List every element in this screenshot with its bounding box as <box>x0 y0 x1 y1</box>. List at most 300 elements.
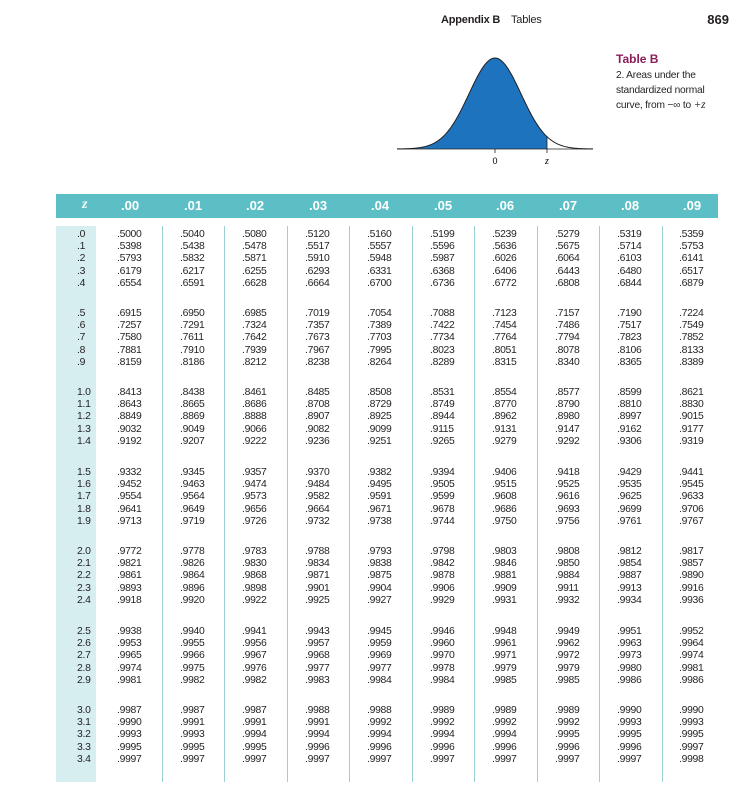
area-value: .9966 <box>180 650 205 662</box>
area-value: .9664 <box>305 503 330 515</box>
area-value: .9394 <box>430 467 455 478</box>
area-value: .7190 <box>617 308 642 319</box>
area-value: .9864 <box>180 570 205 582</box>
table-row <box>56 626 718 638</box>
area-value: .8577 <box>555 387 580 398</box>
area-value: .5793 <box>117 253 142 265</box>
area-value: .9641 <box>117 503 142 515</box>
area-value: .9049 <box>180 423 205 435</box>
table-row <box>56 479 718 491</box>
table-row <box>56 705 718 717</box>
area-value: .8340 <box>555 356 580 368</box>
area-value: .9929 <box>430 594 455 606</box>
area-value: .9429 <box>617 467 642 478</box>
column-header: .06 <box>496 198 515 213</box>
area-value: .6217 <box>180 265 205 277</box>
area-value: .9830 <box>242 558 267 570</box>
table-row <box>56 583 718 595</box>
z-value: 1.1 <box>77 399 91 411</box>
area-value: .6103 <box>617 253 642 265</box>
column-divider <box>662 226 663 782</box>
area-value: .8962 <box>492 411 517 423</box>
area-value: .9131 <box>492 423 517 435</box>
z-value: .6 <box>77 320 86 332</box>
z-value: 2.2 <box>77 570 91 582</box>
area-value: .8708 <box>305 399 330 411</box>
column-header: .08 <box>621 198 640 213</box>
area-value: .5948 <box>367 253 392 265</box>
area-value: .9382 <box>367 467 392 478</box>
area-value: .5000 <box>117 229 142 240</box>
area-value: .8686 <box>242 399 267 411</box>
area-value: .5040 <box>180 229 205 240</box>
area-value: .9452 <box>117 479 142 491</box>
area-value: .9893 <box>117 582 142 594</box>
area-value: .6844 <box>617 277 642 289</box>
area-value: .9922 <box>242 594 267 606</box>
z-value: 1.3 <box>77 423 91 435</box>
area-value: .6064 <box>555 253 580 265</box>
area-value: .9767 <box>679 515 704 527</box>
area-value: .6915 <box>117 308 142 319</box>
row-group <box>56 387 718 448</box>
area-value: .9834 <box>305 558 330 570</box>
area-value: .9960 <box>430 638 455 650</box>
area-value: .7422 <box>430 320 455 332</box>
z-value: .7 <box>77 332 86 344</box>
area-value: .9916 <box>679 582 704 594</box>
table-row <box>56 278 718 290</box>
area-value: .7224 <box>679 308 704 319</box>
area-value: .8051 <box>492 344 517 356</box>
area-value: .9881 <box>492 570 517 582</box>
area-value: .9940 <box>180 626 205 637</box>
area-value: .8413 <box>117 387 142 398</box>
area-value: .8869 <box>180 411 205 423</box>
area-value: .9525 <box>555 479 580 491</box>
area-value: .9826 <box>180 558 205 570</box>
area-value: .8023 <box>430 344 455 356</box>
z-value: 2.4 <box>77 594 91 606</box>
area-value: .9418 <box>555 467 580 478</box>
z-value: .2 <box>77 253 86 265</box>
area-value: .9854 <box>617 558 642 570</box>
area-value: .9964 <box>679 638 704 650</box>
z-value: .0 <box>77 229 86 240</box>
table-row <box>56 266 718 278</box>
area-value: .7939 <box>242 344 267 356</box>
area-value: .9965 <box>117 650 142 662</box>
area-value: .7324 <box>242 320 267 332</box>
area-value: .9987 <box>117 705 142 716</box>
area-value: .6879 <box>679 277 704 289</box>
area-value: .6480 <box>617 265 642 277</box>
area-value: .9207 <box>180 435 205 447</box>
table-row <box>56 675 718 687</box>
area-value: .9997 <box>367 753 392 765</box>
area-value: .9979 <box>492 662 517 674</box>
z-value: 1.0 <box>77 387 91 398</box>
area-value: .9982 <box>242 674 267 686</box>
area-value: .7642 <box>242 332 267 344</box>
area-value: .6554 <box>117 277 142 289</box>
area-value: .9306 <box>617 435 642 447</box>
area-value: .8186 <box>180 356 205 368</box>
area-value: .7088 <box>430 308 455 319</box>
area-value: .9162 <box>617 423 642 435</box>
area-value: .9535 <box>617 479 642 491</box>
area-value: .9991 <box>180 717 205 729</box>
area-value: .9932 <box>555 594 580 606</box>
area-value: .8599 <box>617 387 642 398</box>
table-row <box>56 424 718 436</box>
column-header: .02 <box>246 198 265 213</box>
area-value: .9969 <box>367 650 392 662</box>
area-value: .9192 <box>117 435 142 447</box>
area-value: .9756 <box>555 515 580 527</box>
area-value: .9649 <box>180 503 205 515</box>
table-row <box>56 320 718 332</box>
area-value: .9798 <box>430 546 455 557</box>
area-value: .7257 <box>117 320 142 332</box>
area-value: .6406 <box>492 265 517 277</box>
caption-line-3 <box>616 98 736 113</box>
area-value: .9993 <box>617 717 642 729</box>
area-value: .9066 <box>242 423 267 435</box>
table-row <box>56 595 718 607</box>
area-value: .6700 <box>367 277 392 289</box>
area-value: .9997 <box>242 753 267 765</box>
table-row <box>56 491 718 503</box>
area-value: .5438 <box>180 241 205 253</box>
area-value: .6026 <box>492 253 517 265</box>
area-value: .8106 <box>617 344 642 356</box>
area-value: .8621 <box>679 387 704 398</box>
table-row <box>56 663 718 675</box>
column-header: .07 <box>559 198 578 213</box>
area-value: .9963 <box>617 638 642 650</box>
page-number: 869 <box>707 12 729 27</box>
area-value: .9981 <box>117 674 142 686</box>
area-value: .8485 <box>305 387 330 398</box>
area-value: .9904 <box>367 582 392 594</box>
table-row <box>56 546 718 558</box>
z-value: 1.5 <box>77 467 91 478</box>
table-row <box>56 516 718 528</box>
area-value: .9974 <box>679 650 704 662</box>
area-value: .9890 <box>679 570 704 582</box>
area-value: .9918 <box>117 594 142 606</box>
area-value: .7794 <box>555 332 580 344</box>
area-value: .5910 <box>305 253 330 265</box>
area-value: .5080 <box>242 229 267 240</box>
table-row <box>56 436 718 448</box>
area-value: .5675 <box>555 241 580 253</box>
area-value: .9962 <box>555 638 580 650</box>
area-value: .6950 <box>180 308 205 319</box>
area-value: .7123 <box>492 308 517 319</box>
z-value: 2.8 <box>77 662 91 674</box>
area-value: .9982 <box>180 674 205 686</box>
area-value: .9994 <box>430 729 455 741</box>
area-value: .9920 <box>180 594 205 606</box>
area-value: .7764 <box>492 332 517 344</box>
area-value: .9857 <box>679 558 704 570</box>
area-value: .9817 <box>679 546 704 557</box>
area-value: .9332 <box>117 467 142 478</box>
area-value: .9984 <box>430 674 455 686</box>
area-value: .9812 <box>617 546 642 557</box>
area-value: .5279 <box>555 229 580 240</box>
table-row <box>56 504 718 516</box>
area-value: .8830 <box>679 399 704 411</box>
column-divider <box>537 226 538 782</box>
area-value: .8264 <box>367 356 392 368</box>
area-value: .9994 <box>305 729 330 741</box>
area-value: .9997 <box>679 741 704 753</box>
z-value: 2.6 <box>77 638 91 650</box>
area-value: .8531 <box>430 387 455 398</box>
table-row <box>56 467 718 479</box>
area-value: .9236 <box>305 435 330 447</box>
area-value: .6591 <box>180 277 205 289</box>
area-value: .9979 <box>555 662 580 674</box>
area-value: .6985 <box>242 308 267 319</box>
table-row <box>56 229 718 241</box>
running-head <box>441 14 542 26</box>
area-value: .7517 <box>617 320 642 332</box>
area-value: .7454 <box>492 320 517 332</box>
caption-line-1: 2. Areas under the <box>616 70 696 81</box>
column-divider <box>162 226 163 782</box>
row-group <box>56 705 718 766</box>
area-value: .8365 <box>617 356 642 368</box>
area-value: .9279 <box>492 435 517 447</box>
area-value: .8729 <box>367 399 392 411</box>
area-value: .9778 <box>180 546 205 557</box>
area-value: .9599 <box>430 491 455 503</box>
area-value: .9948 <box>492 626 517 637</box>
z-value: .1 <box>77 241 86 253</box>
area-value: .9463 <box>180 479 205 491</box>
area-value: .9994 <box>492 729 517 741</box>
area-value: .7703 <box>367 332 392 344</box>
column-header: .03 <box>309 198 328 213</box>
area-value: .9868 <box>242 570 267 582</box>
z-value: 3.4 <box>77 753 91 765</box>
area-value: .9995 <box>617 729 642 741</box>
area-value: .9995 <box>555 729 580 741</box>
area-value: .9931 <box>492 594 517 606</box>
area-value: .9099 <box>367 423 392 435</box>
column-header: .05 <box>434 198 453 213</box>
area-value: .8665 <box>180 399 205 411</box>
z-value: 2.5 <box>77 626 91 637</box>
z-value: 3.1 <box>77 717 91 729</box>
area-value: .9545 <box>679 479 704 491</box>
area-value: .9945 <box>367 626 392 637</box>
area-value: .9821 <box>117 558 142 570</box>
area-value: .7291 <box>180 320 205 332</box>
area-value: .9989 <box>492 705 517 716</box>
column-divider <box>412 226 413 782</box>
area-value: .9961 <box>492 638 517 650</box>
area-value: .9783 <box>242 546 267 557</box>
area-value: .5596 <box>430 241 455 253</box>
area-value: .7486 <box>555 320 580 332</box>
area-value: .9726 <box>242 515 267 527</box>
z-value: .8 <box>77 344 86 356</box>
area-value: .9896 <box>180 582 205 594</box>
caption-from: −∞ <box>667 100 681 111</box>
area-value: .9992 <box>430 717 455 729</box>
area-value: .9996 <box>305 741 330 753</box>
area-value: .9693 <box>555 503 580 515</box>
area-value: .9987 <box>242 705 267 716</box>
area-value: .9988 <box>367 705 392 716</box>
z-value: 1.2 <box>77 411 91 423</box>
table-row <box>56 253 718 265</box>
area-value: .7054 <box>367 308 392 319</box>
area-value: .9951 <box>617 626 642 637</box>
z-value: 2.1 <box>77 558 91 570</box>
area-value: .9292 <box>555 435 580 447</box>
area-value: .6628 <box>242 277 267 289</box>
row-group <box>56 467 718 528</box>
area-value: .9996 <box>555 741 580 753</box>
z-value: 3.2 <box>77 729 91 741</box>
area-value: .9319 <box>679 435 704 447</box>
area-value: .9554 <box>117 491 142 503</box>
area-value: .7910 <box>180 344 205 356</box>
area-value: .9946 <box>430 626 455 637</box>
area-value: .5636 <box>492 241 517 253</box>
area-value: .9997 <box>117 753 142 765</box>
table-row <box>56 308 718 320</box>
area-value: .8925 <box>367 411 392 423</box>
table-row <box>56 650 718 662</box>
area-value: .8944 <box>430 411 455 423</box>
table-row <box>56 241 718 253</box>
area-value: .9345 <box>180 467 205 478</box>
area-value: .8888 <box>242 411 267 423</box>
area-value: .9803 <box>492 546 517 557</box>
column-divider <box>349 226 350 782</box>
area-value: .9147 <box>555 423 580 435</box>
area-value: .6141 <box>679 253 704 265</box>
caption-line-2: standardized normal <box>616 85 705 96</box>
area-value: .5987 <box>430 253 455 265</box>
area-value: .9997 <box>617 753 642 765</box>
area-value: .9616 <box>555 491 580 503</box>
running-head-section: Appendix B <box>441 14 501 26</box>
table-row <box>56 399 718 411</box>
area-value: .6443 <box>555 265 580 277</box>
area-value: .5319 <box>617 229 642 240</box>
area-value: .9973 <box>617 650 642 662</box>
area-value: .9976 <box>242 662 267 674</box>
area-value: .9671 <box>367 503 392 515</box>
area-value: .6331 <box>367 265 392 277</box>
column-header-z: z <box>82 197 88 212</box>
area-value: .9678 <box>430 503 455 515</box>
area-value: .9992 <box>492 717 517 729</box>
area-value: .9484 <box>305 479 330 491</box>
area-value: .9732 <box>305 515 330 527</box>
z-value: 1.8 <box>77 503 91 515</box>
area-value: .9955 <box>180 638 205 650</box>
area-value: .9505 <box>430 479 455 491</box>
area-value: .9474 <box>242 479 267 491</box>
area-value: .9901 <box>305 582 330 594</box>
area-value: .9967 <box>242 650 267 662</box>
curve-label-zero: 0 <box>492 156 498 166</box>
area-value: .9983 <box>305 674 330 686</box>
shaded-area <box>397 58 547 149</box>
area-value: .9370 <box>305 467 330 478</box>
area-value: .9995 <box>180 741 205 753</box>
area-value: .7389 <box>367 320 392 332</box>
area-value: .7580 <box>117 332 142 344</box>
area-value: .9957 <box>305 638 330 650</box>
area-value: .9713 <box>117 515 142 527</box>
area-value: .6179 <box>117 265 142 277</box>
area-value: .8212 <box>242 356 267 368</box>
area-value: .9788 <box>305 546 330 557</box>
area-value: .9564 <box>180 491 205 503</box>
area-value: .5359 <box>679 229 704 240</box>
column-header: .04 <box>371 198 390 213</box>
z-value: 1.4 <box>77 435 91 447</box>
table-row <box>56 332 718 344</box>
area-value: .6736 <box>430 277 455 289</box>
area-value: .9591 <box>367 491 392 503</box>
z-value: 1.9 <box>77 515 91 527</box>
z-value: 2.0 <box>77 546 91 557</box>
area-value: .7549 <box>679 320 704 332</box>
area-value: .7157 <box>555 308 580 319</box>
caption-to: +z <box>693 99 706 111</box>
area-value: .9608 <box>492 491 517 503</box>
area-value: .8078 <box>555 344 580 356</box>
area-value: .9952 <box>679 626 704 637</box>
area-value: .9357 <box>242 467 267 478</box>
area-value: .9265 <box>430 435 455 447</box>
area-value: .9846 <box>492 558 517 570</box>
area-value: .9986 <box>617 674 642 686</box>
area-value: .9793 <box>367 546 392 557</box>
caption-title: Table B <box>616 52 659 66</box>
area-value: .9971 <box>492 650 517 662</box>
area-value: .9989 <box>555 705 580 716</box>
area-value: .5557 <box>367 241 392 253</box>
column-divider <box>287 226 288 782</box>
area-value: .6255 <box>242 265 267 277</box>
area-value: .9706 <box>679 503 704 515</box>
area-value: .9959 <box>367 638 392 650</box>
table-row <box>56 387 718 399</box>
area-value: .8389 <box>679 356 704 368</box>
area-value: .8554 <box>492 387 517 398</box>
table-row <box>56 638 718 650</box>
area-value: .6517 <box>679 265 704 277</box>
area-value: .9972 <box>555 650 580 662</box>
area-value: .9878 <box>430 570 455 582</box>
area-value: .9686 <box>492 503 517 515</box>
area-value: .9032 <box>117 423 142 435</box>
area-value: .9582 <box>305 491 330 503</box>
area-value: .8907 <box>305 411 330 423</box>
